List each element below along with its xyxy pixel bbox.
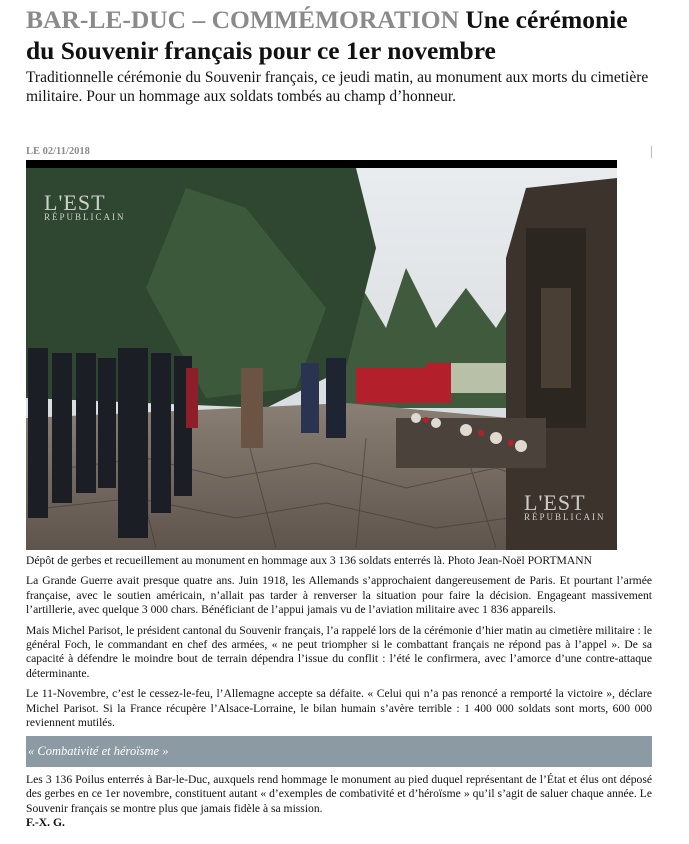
article-header xyxy=(26,4,652,106)
watermark-top: L'EST RÉPUBLICAIN xyxy=(44,190,126,222)
signature: F.-X. G. xyxy=(26,816,65,830)
subheading: « Combativité et héroïsme » xyxy=(26,736,652,766)
title: Une cérémonie du Souvenir français pour ce 1er novembre xyxy=(26,5,628,65)
paragraph: Mais Michel Parisot, le président cantonal du Souvenir français, l’a rappelé lors de la cérémonie d’hier matin au cimetière militaire : le général Foch, le commandant en chef des armées, « ne peut triompher si le combattant français ne répond pas à l’appel ». De sa capacité à défendre le moindre bout de terrain dépendra l’issue du conflit : l’été le confirmera, avec l’amorce d’une contre-attaque déterminante. xyxy=(26,623,652,680)
lead: Traditionnelle cérémonie du Souvenir français, ce jeudi matin, au monument aux morts du cimetière militaire. Pour un hommage aux soldats tombés au champ d’honneur. xyxy=(26,69,649,105)
paragraph: Le 11-Novembre, c’est le cessez-le-feu, l’Allemagne accepte sa défaite. « Celui qui n’a pas renoncé a remporté la victoire », déclare Michel Parisot. Si la France récupère l’Alsace-Lorraine, le bilan humain s’avère terrible : 1 400 000 soldats sont morts, 600 000 reviennent mutilés. xyxy=(26,687,652,730)
kicker: BAR-LE-DUC – COMMÉMORATION xyxy=(26,5,460,34)
article-body xyxy=(26,554,652,837)
photo-caption: Dépôt de gerbes et recueillement au monument en hommage aux 3 136 soldats enterrés là. Photo Jean-Noël PORTMANN xyxy=(26,554,592,567)
paragraph: La Grande Guerre avait presque quatre ans. Juin 1918, les Allemands s’approchaient dangereusement de Paris. Et pourtant l’armée française, avec le soutien américain, n’allait pas tarder à renverser la situation pour faire la décision. Engageant massivement l’artillerie, avec quelque 3 000 chars. Bénéficiant de l’appui jamais vu de l’aviation militaire avec 1 836 appareils. xyxy=(26,574,652,617)
divider xyxy=(651,146,652,158)
headline xyxy=(26,4,652,66)
date: LE 02/11/2018 xyxy=(26,146,90,157)
paragraph: Les 3 136 Poilus enterrés à Bar-le-Duc, auxquels rend hommage le monument au pied duquel représentant de l’État et élus ont déposé des gerbes en ce 1er novembre, constituent autant « d’exemples de combativité et d’héroïsme » qu’il s’agit de saluer chaque année. Le Souvenir français se montre plus que jamais fidèle à sa mission. xyxy=(26,772,652,815)
article-photo xyxy=(26,160,617,550)
watermark-bottom: L'EST RÉPUBLICAIN xyxy=(524,490,606,522)
